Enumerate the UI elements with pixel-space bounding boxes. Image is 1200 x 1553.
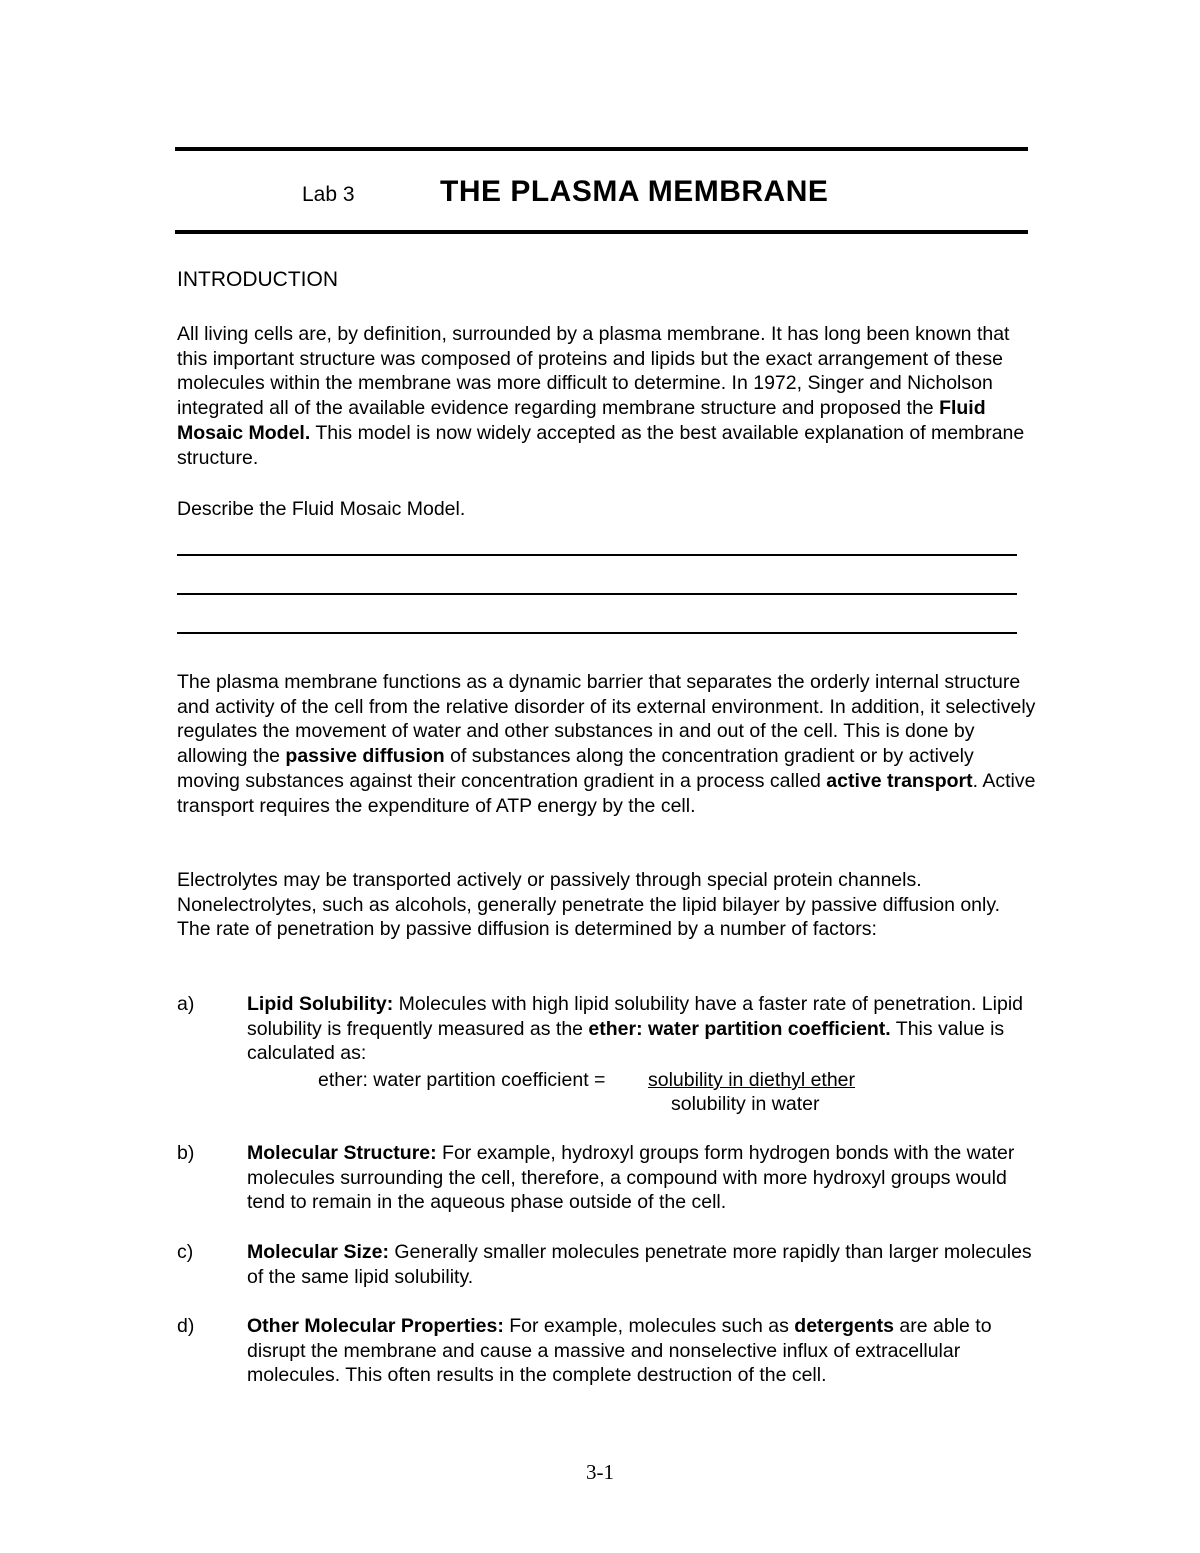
page-number: 3-1 <box>586 1460 614 1484</box>
bold-term: active transport <box>826 769 973 792</box>
formula-numerator: solubility in diethyl ether <box>648 1069 856 1091</box>
answer-line-1[interactable] <box>177 554 1017 556</box>
section-heading: INTRODUCTION <box>177 268 338 291</box>
bottom-rule <box>175 230 1028 234</box>
list-item-molecular-structure: Molecular Structure: For example, hydroxyl groups form hydrogen bonds with the water molecules surrounding the cell, therefore, a compound with more hydroxyl groups would tend to remain in the aqueous phase outside of the cell. <box>247 1142 1015 1214</box>
item-term: Molecular Size: <box>247 1241 389 1263</box>
list-item-letter: a) <box>177 993 195 1015</box>
bold-term: detergents <box>794 1315 894 1337</box>
top-rule <box>175 147 1028 151</box>
list-item-letter: c) <box>177 1241 194 1263</box>
formula-lhs: ether: water partition coefficient = <box>318 1069 606 1091</box>
lab-number-label: Lab 3 <box>302 183 355 206</box>
membrane-function-paragraph: The plasma membrane functions as a dynamic barrier that separates the orderly internal structure and activity of the cell from the relative disorder of its external environment. In addition, it selectively regulates the movement of water and other substances in and out of the cell. This is done by allowing the passive diffusion of substances along the concentration gradient or by actively moving substances against their concentration gradient in a process called active transport. Active transport requires the expenditure of ATP energy by the cell. <box>177 671 1036 817</box>
list-item-molecular-size: Molecular Size: Generally smaller molecules penetrate more rapidly than larger molecules of the same lipid solubility. <box>247 1241 1032 1288</box>
list-item-other-properties: Other Molecular Properties: For example, molecules such as detergents are able to disrupt the membrane and cause a massive and nonselective influx of extracellular molecules. This often results in the complete destruction of the cell. <box>247 1315 992 1387</box>
list-item-letter: b) <box>177 1142 195 1164</box>
page-title: THE PLASMA MEMBRANE <box>440 175 829 208</box>
intro-paragraph: All living cells are, by definition, surrounded by a plasma membrane. It has long been known that this important structure was composed of proteins and lipids but the exact arrangement of these molecules within the membrane was more difficult to determine. In 1972, Singer and Nicholson integrated all of the available evidence regarding membrane structure and proposed the Fluid Mosaic Model. This model is now widely accepted as the best available explanation of membrane structure. <box>177 323 1025 469</box>
bold-term: passive diffusion <box>285 745 445 768</box>
list-item-letter: d) <box>177 1315 195 1337</box>
answer-line-3[interactable] <box>177 632 1017 634</box>
bold-term: ether: water partition coefficient. <box>588 1017 891 1040</box>
item-term: Other Molecular Properties: <box>247 1315 504 1337</box>
item-term: Molecular Structure: <box>247 1142 437 1164</box>
bold-term: Fluid Mosaic Model. <box>177 397 986 444</box>
question-prompt: Describe the Fluid Mosaic Model. <box>177 498 466 520</box>
item-term: Lipid Solubility: <box>247 993 394 1015</box>
list-item-lipid-solubility: Lipid Solubility: Molecules with high lipid solubility have a faster rate of penetration. Lipid solubility is frequently measured as the ether: water partition coefficient. This value is calculated as: <box>247 993 1024 1065</box>
answer-line-2[interactable] <box>177 593 1017 595</box>
electrolytes-paragraph: Electrolytes may be transported actively or passively through special protein channels. Nonelectrolytes, such as alcohols, generally penetrate the lipid bilayer by passive diffusion only. The rate of penetration by passive diffusion is determined by a number of factors: <box>177 869 1001 941</box>
formula-denominator: solubility in water <box>671 1093 820 1115</box>
